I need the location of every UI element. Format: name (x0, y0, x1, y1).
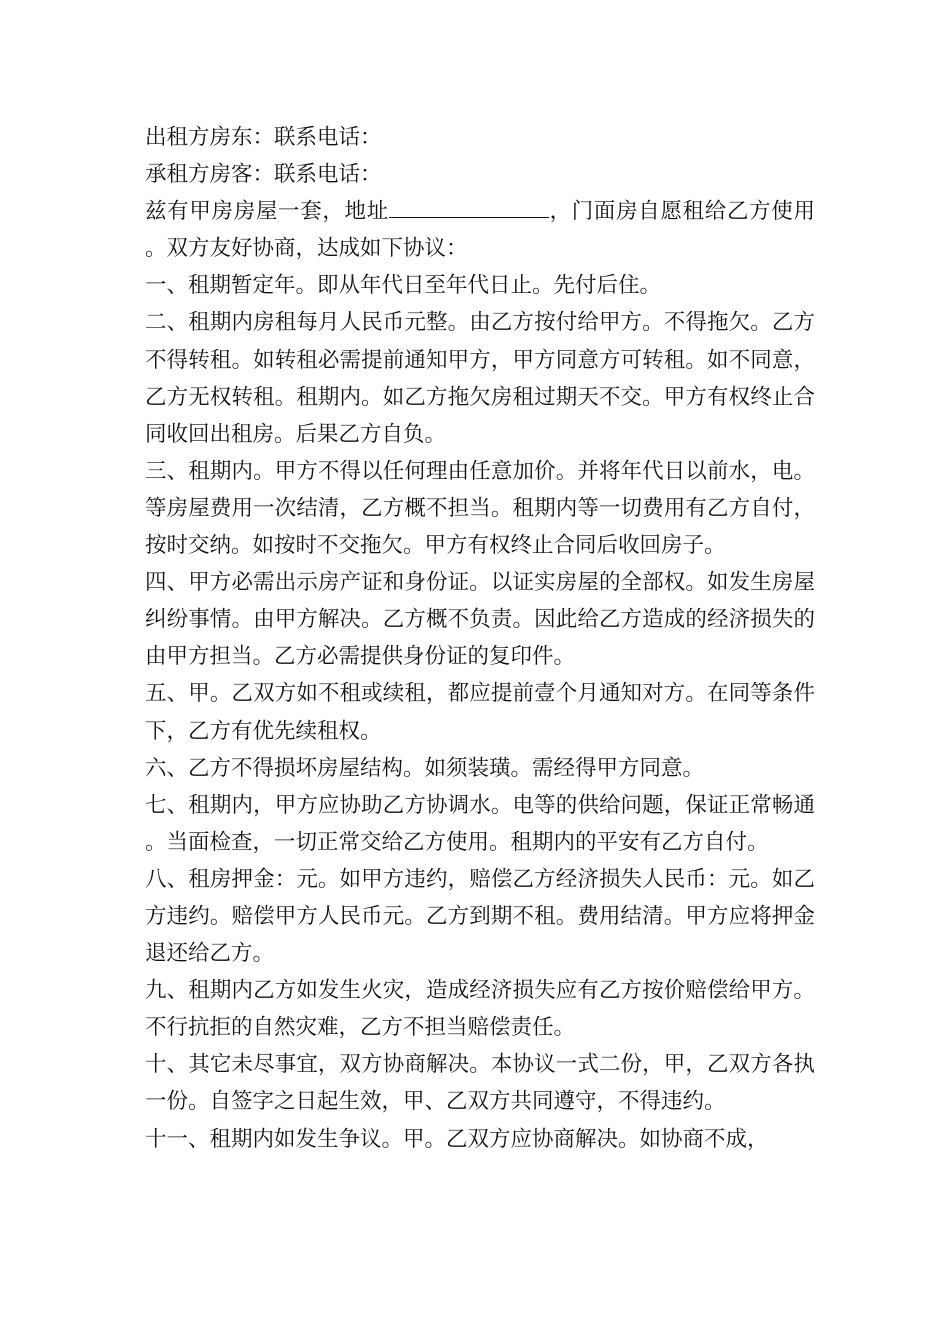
contract-body (145, 119, 815, 1158)
clause-3: 三、租期内。甲方不得以任何理由任意加价。并将年代日以前水，电。等房屋费用一次结清，乙方概不担当。租期内等一切费用有乙方自付，按时交纳。如按时不交拖欠。甲方有权终止合同后收回房子。 (145, 458, 815, 559)
intro-text-before-blank: 兹有甲房房屋一套，地址 (145, 199, 389, 225)
clause-2: 二、租期内房租每月人民币元整。由乙方按付给甲方。不得拖欠。乙方不得转租。如转租必需提前通知甲方，甲方同意方可转租。如不同意，乙方无权转租。租期内。如乙方拖欠房租过期天不交。甲方有权终止合同收回出租房。后果乙方自负。 (145, 310, 815, 447)
clause-9: 九、租期内乙方如发生火灾，造成经济损失应有乙方按价赔偿给甲方。不行抗拒的自然灾难，乙方不担当赔偿责任。 (145, 978, 815, 1041)
clause-11: 十一、租期内如发生争议。甲。乙双方应协商解决。如协商不成， (145, 1126, 769, 1152)
intro-text-after-blank: ，门面房自愿租给乙方使用。双方友好协商，达成如下协议： (145, 199, 815, 262)
lessor-line: 出租方房东：联系电话： (145, 125, 382, 150)
clause-8: 八、租房押金：元。如甲方违约，赔偿乙方经济损失人民币：元。如乙方违约。赔偿甲方人民币元。乙方到期不租。费用结清。甲方应将押金退还给乙方。 (145, 866, 815, 967)
clause-10: 十、其它未尽事宜，双方协商解决。本协议一式二份，甲，乙双方各执一份。自签字之日起生效，甲、乙双方共同遵守，不得违约。 (145, 1052, 815, 1115)
clause-4: 四、甲方必需出示房产证和身份证。以证实房屋的全部权。如发生房屋纠纷事情。由甲方解决。乙方概不负责。因此给乙方造成的经济损失的由甲方担当。乙方必需提供身份证的复印件。 (145, 570, 815, 670)
address-blank-line (389, 197, 549, 218)
intro-paragraph (145, 193, 815, 267)
clause-7: 七、租期内，甲方应协助乙方协调水。电等的供给问题，保证正常畅通。当面检查，一切正常交给乙方使用。租期内的平安有乙方自付。 (145, 792, 815, 855)
clause-5: 五、甲。乙双方如不租或续租，都应提前壹个月通知对方。在同等条件下，乙方有优先续租权。 (145, 681, 815, 744)
clause-1: 一、租期暂定年。即从年代日至年代日止。先付后住。 (145, 273, 662, 299)
clause-6: 六、乙方不得损坏房屋结构。如须装璜。需经得甲方同意。 (145, 755, 705, 781)
lessee-line: 承租方房客：联系电话： (145, 162, 382, 188)
